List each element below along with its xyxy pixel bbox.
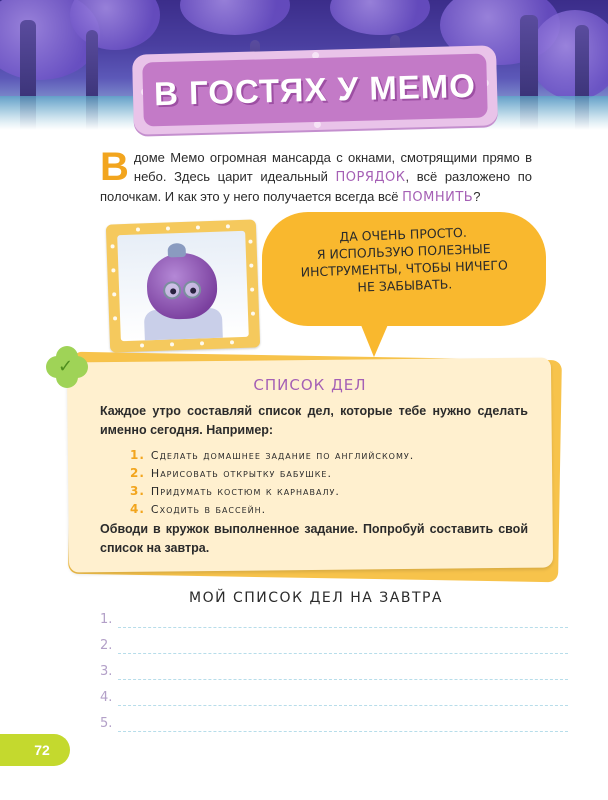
intro-text-2: , всё разложено по полочкам. И как это у него получается всегда всё xyxy=(100,169,532,204)
list-item: 1. Сделать домашнее задание по английскому. xyxy=(130,448,415,462)
my-list-line-1[interactable]: 1. xyxy=(100,612,568,632)
intro-paragraph xyxy=(100,145,532,207)
speech-bubble-tail xyxy=(352,297,407,359)
my-list-line-5[interactable]: 5. xyxy=(100,716,568,736)
intro-highlight-order: ПОРЯДОК xyxy=(335,170,406,185)
list-item: 3. Придумать костюм к карнавалу. xyxy=(130,484,340,498)
my-list-line-3[interactable]: 3. xyxy=(100,664,568,684)
intro-highlight-remember: ПОМНИТЬ xyxy=(402,190,474,205)
my-list-title: МОЙ СПИСОК ДЕЛ НА ЗАВТРА xyxy=(188,590,444,606)
intro-text-3: ? xyxy=(473,189,481,204)
speech-bubble-text: ДА ОЧЕНЬ ПРОСТО. Я ИСПОЛЬЗУЮ ПОЛЕЗНЫЕ ИНСТРУМЕНТЫ, ЧТОБЫ НИЧЕГО НЕ ЗАБЫВАТЬ. xyxy=(300,224,509,295)
task-list-intro: Каждое утро составляй список дел, которые тебе нужно сделать именно сегодня. Например: xyxy=(100,404,528,437)
title-sign xyxy=(132,45,498,135)
clover-check-icon: ✓ xyxy=(46,346,88,388)
list-item: 4. Сходить в бассейн. xyxy=(130,502,267,516)
task-list-title: СПИСОК ДЕЛ xyxy=(253,376,367,394)
drop-cap: В xyxy=(100,145,129,189)
intro-text-1: доме Мемо огромная мансарда с окнами, смотрящими прямо в небо. Здесь царит идеальный xyxy=(133,150,532,184)
memo-picture-frame xyxy=(106,219,260,352)
my-list-line-4[interactable]: 4. xyxy=(100,690,568,710)
my-list-line-2[interactable]: 2. xyxy=(100,638,568,658)
page-number-tab xyxy=(0,734,70,766)
page-number: 72 xyxy=(34,742,50,758)
page-title: В ГОСТЯХ У МЕМО xyxy=(153,66,477,113)
example-task-list xyxy=(130,446,530,518)
memo-character-illustration xyxy=(117,231,249,341)
task-list-outro: Обводи в кружок выполненное задание. Попробуй составить свой список на завтра. xyxy=(100,522,528,555)
list-item: 2. Нарисовать открытку бабушке. xyxy=(130,466,332,480)
